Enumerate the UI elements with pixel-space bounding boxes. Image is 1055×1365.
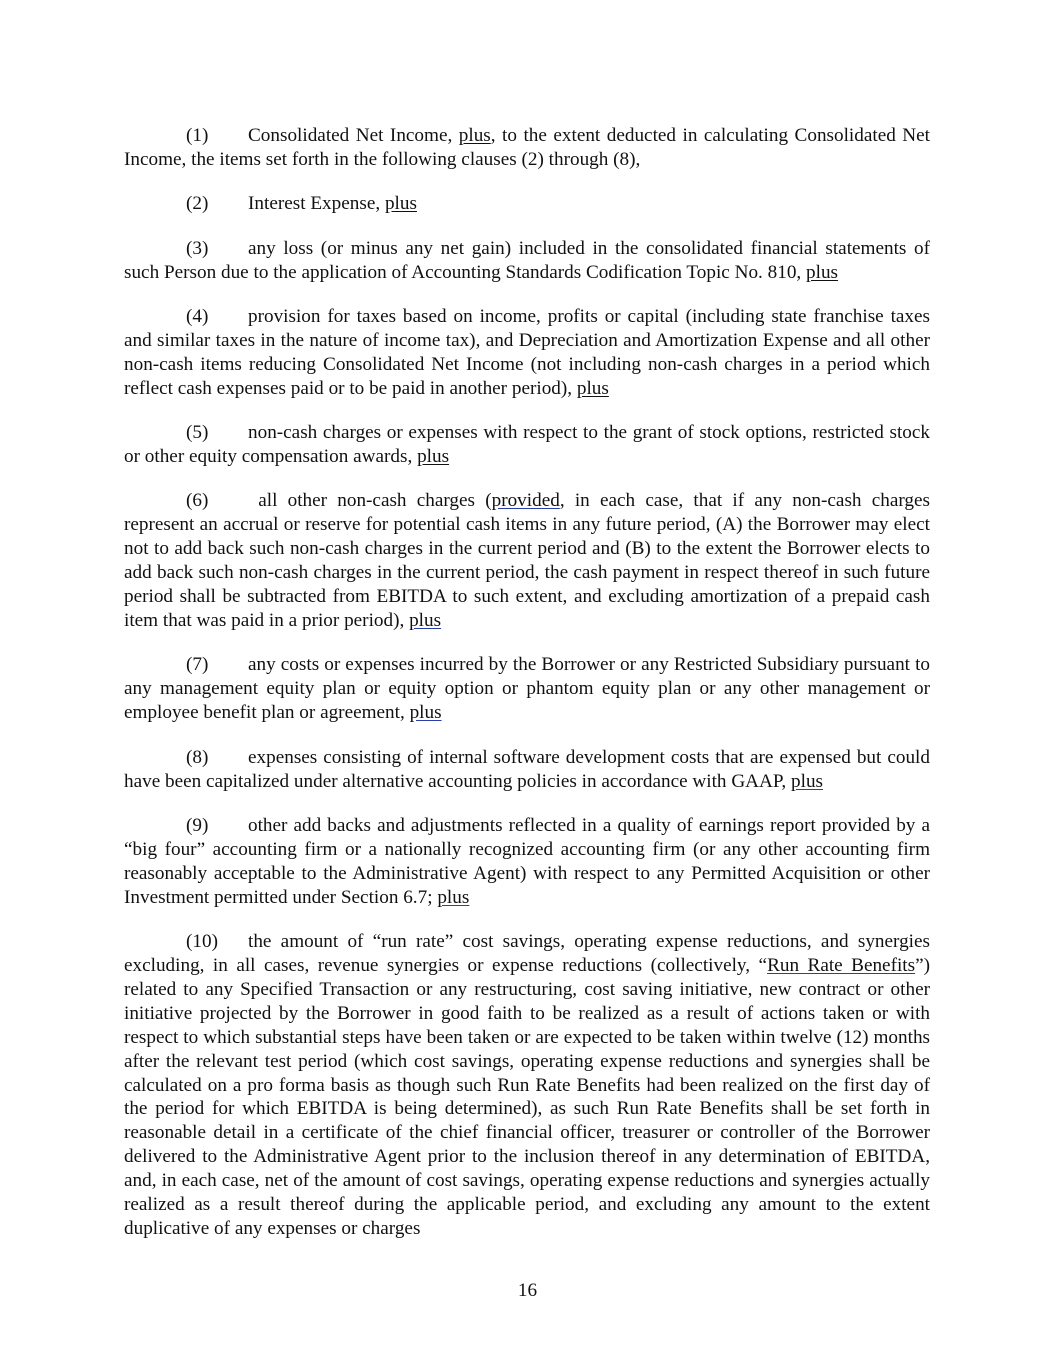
plus-term: plus [384,193,417,215]
clause-number: (7) [186,654,209,676]
run-rate-benefits-term: Run Rate Benefits [767,954,916,976]
clause-8 [124,746,930,794]
clause-text: expenses consisting of internal software development costs that are expensed but could have been capitalized under alternative accounting policies in accordance with GAAP, [124,746,930,792]
document-page [124,124,930,1261]
plus-term: plus [409,610,442,631]
plus-term: plus [409,702,442,724]
provided-term: provided [491,490,560,512]
clause-2 [124,192,930,216]
clause-text: the amount of “run rate” cost savings, operating expense reductions, and synergies excluding, in all cases, revenue synergies or expense reductions (collectively, “ [124,931,930,976]
plus-term: plus [458,125,491,146]
plus-term: plus [576,377,609,399]
clause-text: other add backs and adjustments reflected in a quality of earnings report provided by a “big four” accounting firm or a nationally recognized accounting firm (or any other accounting firm reasonably acceptable to the Administrative Agent) with respect to any Permitted Acquisition or other Investment permitted under Section 6.7; [124,814,930,908]
clause-1 [124,124,930,172]
clause-number: (4) [186,306,209,328]
plus-term: plus [437,886,470,908]
clause-text: , in each case, that if any non-cash charges represent an accrual or reserve for potential cash items in any future period, (A) the Borrower may elect not to add back such non-cash charges in the current period and (B) to the extent the Borrower elects to add back such non-cash charges in the current period, the cash payment in respect thereof in such future period shall be subtracted from EBITDA to such extent, and excluding amortization of a prepaid cash item that was paid in a prior period), [124,490,930,631]
clause-5 [124,421,930,469]
plus-term: plus [806,261,839,283]
clause-6 [124,489,930,632]
clause-text: ”) related to any Specified Transaction or any restructuring, cost saving initiative, new contract or other initiative projected by the Borrower in good faith to be realized as a result of actions taken or with respect to which substantial steps have been taken or are expected to be taken within twelve (12) months after the relevant test period (which cost savings, operating expense reductions and synergies shall be calculated on a pro forma basis as though such Run Rate Benefits had been realized on the first day of the period for which EBITDA is being determined), as such Run Rate Benefits shall be set forth in reasonable detail in a certificate of the chief financial officer, treasurer or controller of the Borrower delivered to the Administrative Agent prior to the inclusion thereof in any determination of EBITDA, and, in each case, net of the amount of cost savings, operating expense reductions and synergies actually realized as a result thereof during the applicable period, and excluding any amount to the extent duplicative of any expenses or charges [124,954,930,1239]
clause-10 [124,930,930,1241]
clause-7 [124,653,930,725]
page-number: 16 [517,1280,538,1301]
clause-number: (8) [186,746,209,768]
clause-text: any loss (or minus any net gain) included in the consolidated financial statements of such Person due to the application of Accounting Standards Codification Topic No. 810, [124,237,930,283]
clause-number: (2) [186,193,209,215]
clause-9 [124,814,930,910]
clause-number: (3) [186,237,209,259]
clause-text: provision for taxes based on income, profits or capital (including state franchise taxes and similar taxes in the nature of income tax), and Depreciation and Amortization Expense and all other non-cash items reducing Consolidated Net Income (not including non-cash charges in a period which reflect cash expenses paid or to be paid in another period), [124,306,930,399]
clause-text: any costs or expenses incurred by the Borrower or any Restricted Subsidiary pursuant to any management equity plan or equity option or phantom equity plan or any other management or employee benefit plan or agreement, [124,654,930,724]
plus-term: plus [417,446,450,468]
plus-term: plus [791,770,824,792]
clause-number: (1) [186,125,209,146]
clause-number: (6) [186,490,209,512]
clause-4 [124,305,930,401]
clause-text: Consolidated Net Income, [248,125,459,146]
clause-text: non-cash charges or expenses with respect to the grant of stock options, restricted stock or other equity compensation awards, [124,422,930,468]
clause-text: , to the extent deducted in calculating Consolidated Net Income, the items set forth in the following clauses (2) through (8), [124,125,931,170]
clause-number: (10) [186,931,218,953]
clause-3 [124,237,930,285]
clause-number: (5) [186,422,209,444]
clause-text: Interest Expense, [248,193,385,215]
clause-number: (9) [186,814,209,836]
clause-text: all other non-cash charges ( [248,490,492,512]
